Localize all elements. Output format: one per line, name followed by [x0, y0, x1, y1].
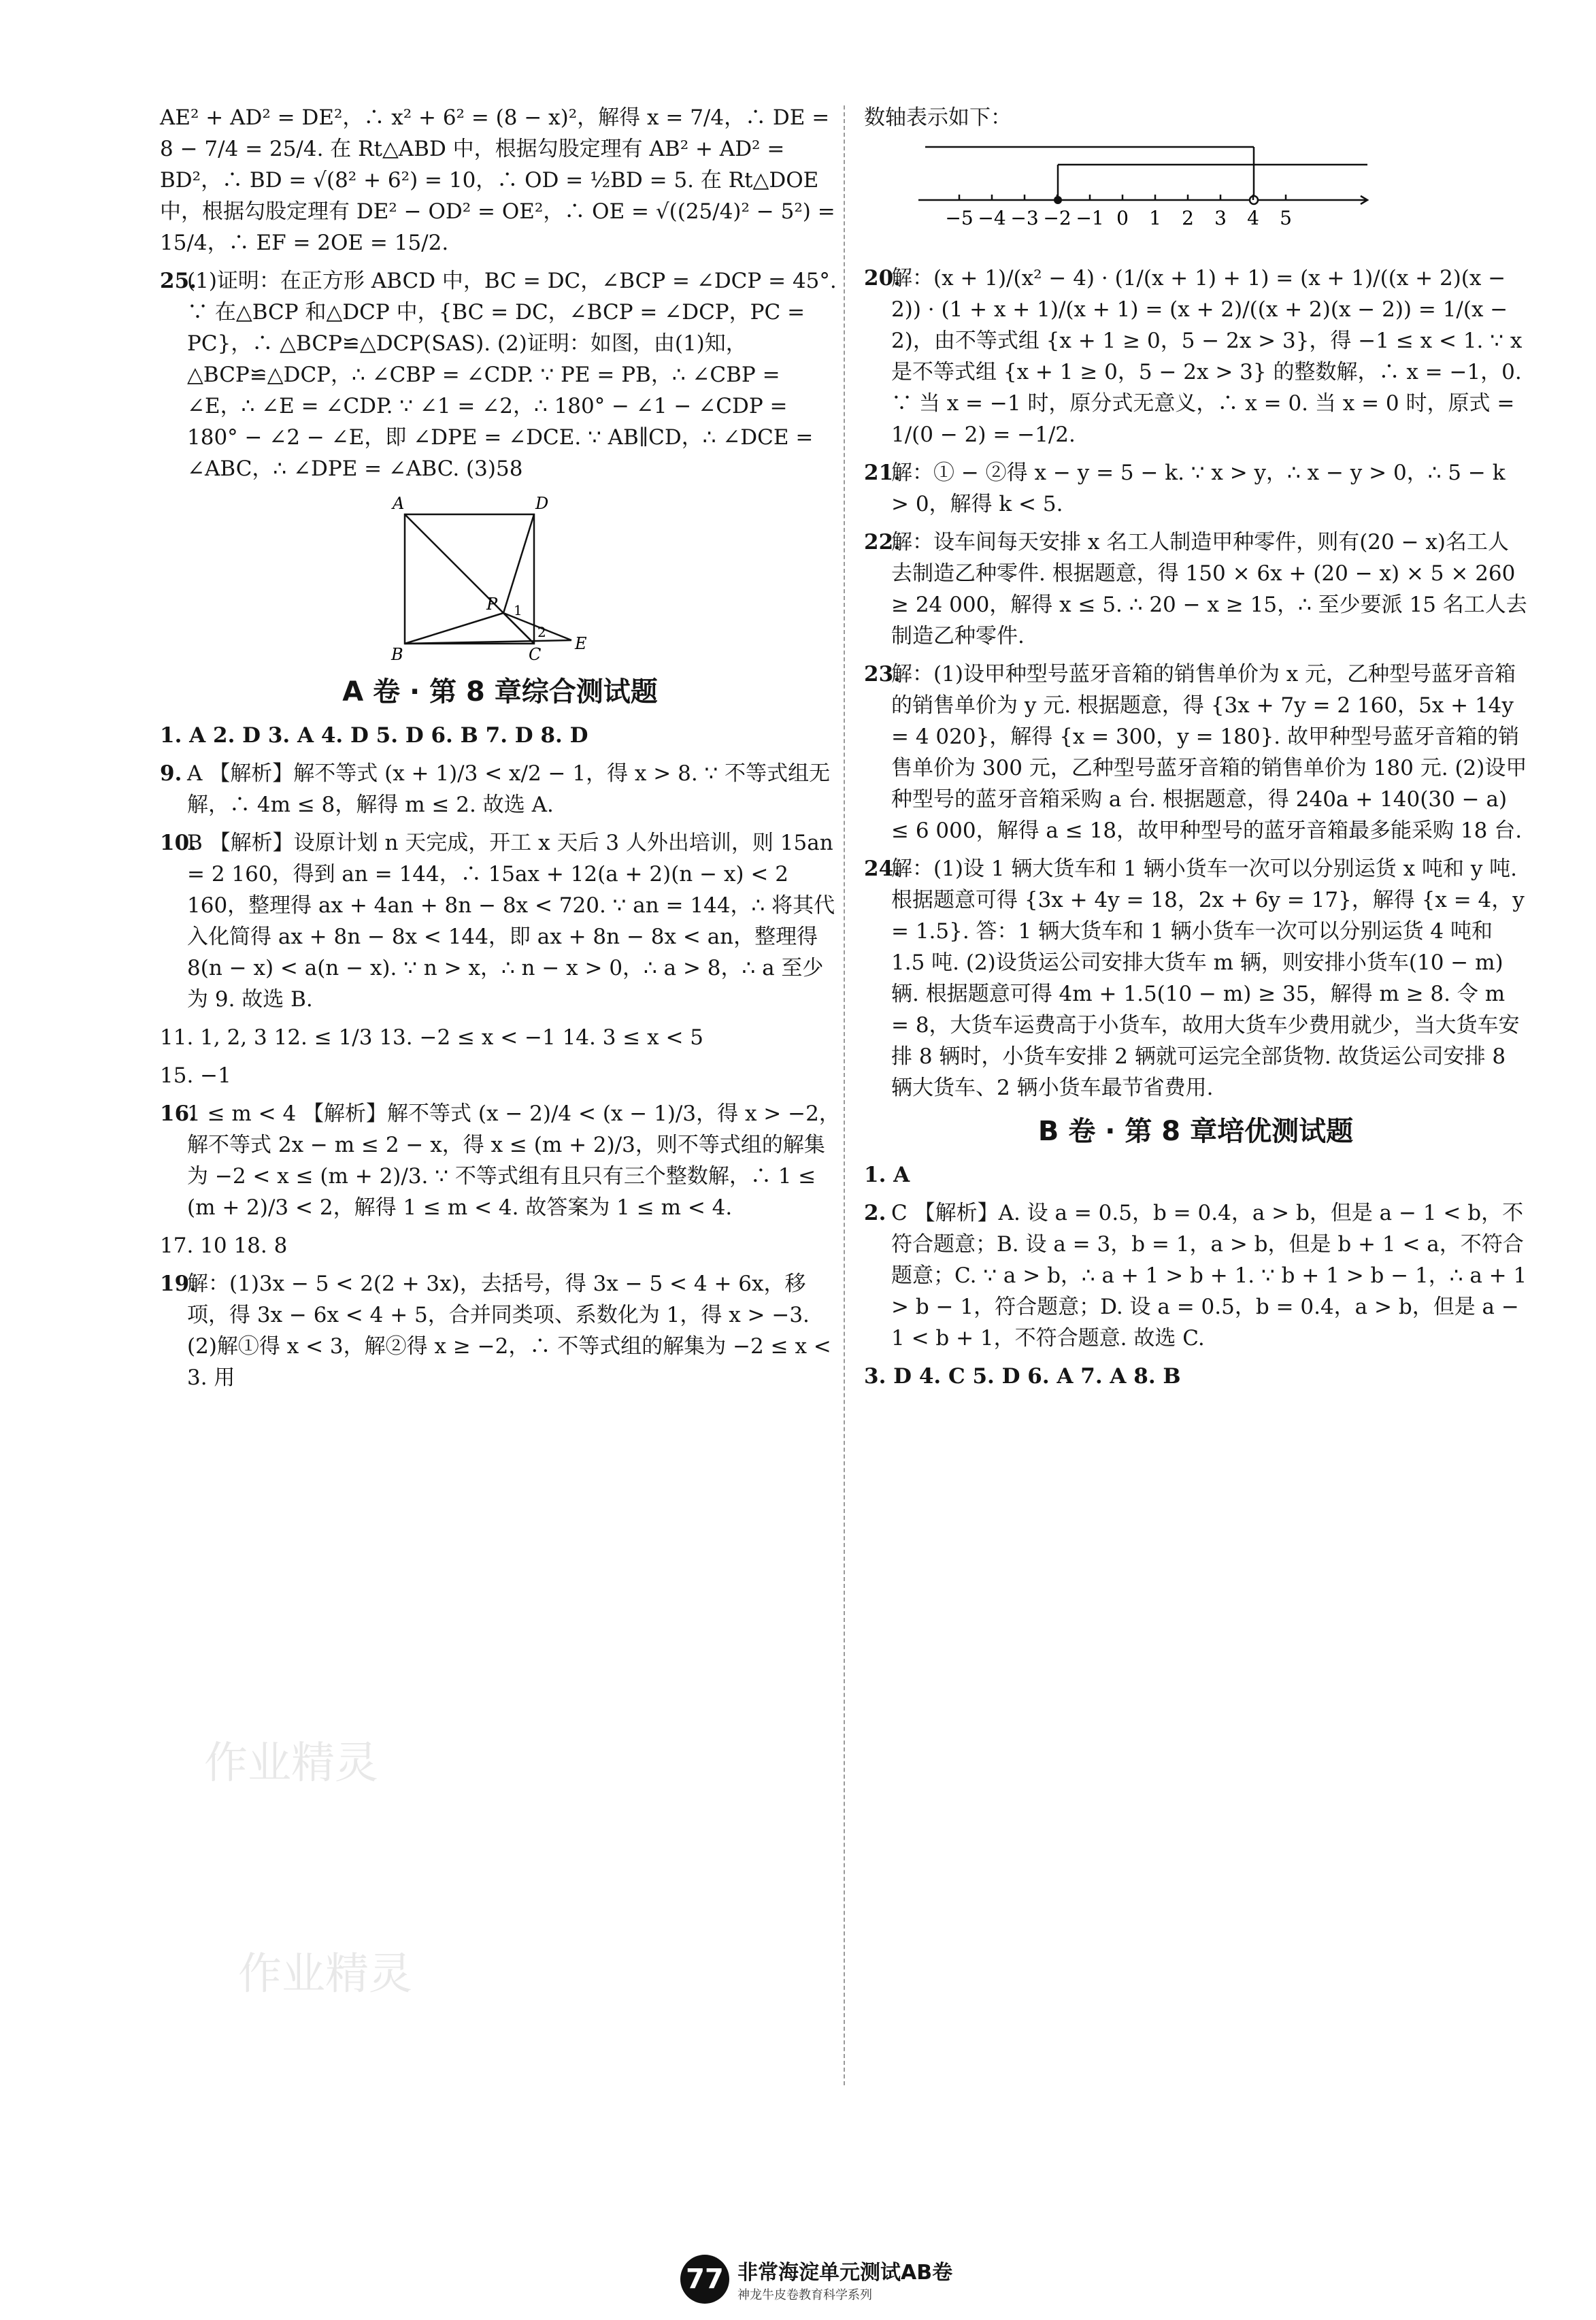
column-divider [844, 105, 845, 2085]
label-e: E [575, 634, 587, 653]
tick-label: −1 [1076, 207, 1104, 229]
answer-text: (1)证明：在正方形 ABCD 中，BC = DC，∠BCP = ∠DCP = 45°. ∵ 在△BCP 和△DCP 中，{BC = DC，∠BCP = ∠DCP，PC = PC}，∴ △BCP≌△DCP(SAS). (2)证明：如图，由(1)知，△BCP≌△DCP，∴ ∠CBP = ∠CDP. ∵ PE = PB，∴ ∠CBP = ∠E，∴ ∠E = ∠CDP. ∵ ∠1 = ∠2，∴ 180° − ∠1 − ∠CDP = 180° − ∠2 − ∠E，即 ∠DPE = ∠DCE. ∵ AB∥CD，∴ ∠DCE = ∠ABC，∴ ∠DPE = ∠ABC. (3)58 [187, 269, 837, 481]
answer-24-continued: AE² + AD² = DE²，∴ x² + 6² = (8 − x)²，解得 x = 7/4，∴ DE = 8 − 7/4 = 25/4. 在 Rt△ABD 中，根据勾股定理有 AB² + AD² = BD²，∴ BD = √(8² + 6²) = 10，∴ OD = ½BD = 5. 在 Rt△DOE 中，根据勾股定理有 DE² − OD² = OE²，∴ OE = √((25/4)² − 5²) = 15/4，∴ EF = 2OE = 15/2. [160, 105, 835, 255]
question-number: 19. [160, 1272, 197, 1296]
tick-label: 0 [1116, 207, 1129, 229]
square-figure [350, 494, 650, 664]
number-line-svg [905, 140, 1381, 256]
right-column [864, 102, 1527, 1399]
number-line-figure [905, 140, 1381, 256]
tick-label: 1 [1149, 207, 1161, 229]
question-number: 22. [864, 530, 901, 554]
tick-label: −3 [1010, 207, 1039, 229]
answer-24 [864, 853, 1527, 1104]
answer-b2 [864, 1197, 1527, 1354]
answer-text: 1 ≤ m < 4 【解析】解不等式 (x − 2)/4 < (x − 1)/3，得 x > −2，解不等式 2x − m ≤ 2 − x，得 x ≤ (m + 2)/3，则不等式组的解集为 −2 < x ≤ (m + 2)/3. ∵ 不等式组有且只有三个整数解，∴ 1 ≤ (m + 2)/3 < 2，解得 1 ≤ m < 4. 故答案为 1 ≤ m < 4. [187, 1101, 840, 1220]
series-brand [737, 2255, 952, 2303]
answer-22 [864, 527, 1527, 652]
series-subtitle: 神龙牛皮卷教育科学系列 [737, 2288, 872, 2302]
question-number: 9. [160, 761, 182, 786]
question-number: 21. [864, 461, 901, 485]
answer-text: 解：(1)设 1 辆大货车和 1 辆小货车一次可以分别运货 x 吨和 y 吨. 根据题意可得 {3x + 4y = 18，2x + 6y = 17}，解得 {x = 4，y = 1.5}. 答：1 辆大货车和 1 辆小货车一次可以分别运货 4 吨和 1.5 吨. (2)设货运公司安排大货车 m 辆，则安排小货车(10 − m)辆. 根据题意可得 4m + 1.5(10 − m) ≥ 35，解得 m ≥ 8. 令 m = 8，大货车运费高于小货车，故用大货车少费用就少，当大货车安排 8 辆时，小货车安排 2 辆就可运完全部货物. 故货运公司安排 8 辆大货车、2 辆小货车最节省费用. [891, 857, 1525, 1100]
number-line-caption: 数轴表示如下： [864, 105, 1012, 130]
multiple-choice-answers-b: 3. D 4. C 5. D 6. A 7. A 8. B [864, 1364, 1181, 1389]
question-number: 23. [864, 662, 901, 686]
square-figure-svg [350, 494, 650, 664]
answer-10 [160, 827, 840, 1015]
watermark-1: 作业精灵 [204, 1738, 378, 1789]
answer-b1: 1. A [864, 1163, 910, 1187]
tick-label: −2 [1043, 207, 1071, 229]
page-number: 77 [680, 2255, 729, 2304]
tick-label: −5 [945, 207, 974, 229]
answer-text: 解：(1)3x − 5 < 2(2 + 3x)，去括号，得 3x − 5 < 4 + 6x，移项，得 3x − 6x < 4 + 5，合并同类项、系数化为 1，得 x > −3. (2)解①得 x < 3，解②得 x ≥ −2，∴ 不等式组的解集为 −2 ≤ x < 3. 用 [187, 1272, 831, 1390]
answer-text: A 【解析】解不等式 (x + 1)/3 < x/2 − 1，得 x > 8. ∵ 不等式组无解，∴ 4m ≤ 8，解得 m ≤ 2. 故选 A. [187, 761, 831, 817]
section-heading-a: A 卷 · 第 8 章综合测试题 [342, 676, 658, 708]
answer-text: B 【解析】设原计划 n 天完成，开工 x 天后 3 人外出培训，则 15an = 2 160，得到 an = 144，∴ 15ax + 12(a + 2)(n − x) < 2 160，整理得 ax + 4an + 8n − 8x < 720. ∵ an = 144，∴ 将其代入化简得 ax + 8n − 8x < 144，即 ax + 8n − 8x < an，整理得 8(n − x) < a(n − x). ∵ n > x，∴ n − x > 0，∴ a > 8，∴ a 至少为 9. 故选 B. [187, 831, 835, 1012]
answer-25 [160, 265, 840, 484]
label-b: B [391, 645, 403, 664]
watermark-2: 作业精灵 [238, 1949, 412, 2000]
label-d: D [535, 494, 549, 513]
left-column [160, 102, 840, 1400]
label-p: P [486, 595, 498, 614]
fill-in-answers: 11. 1, 2, 3 12. ≤ 1/3 13. −2 ≤ x < −1 14. 3 ≤ x < 5 [160, 1025, 704, 1050]
question-number: 24. [864, 857, 901, 881]
question-number: 16. [160, 1101, 197, 1126]
tick-label: 4 [1247, 207, 1259, 229]
label-angle-1: 1 [514, 602, 522, 618]
multiple-choice-answers-a: 1. A 2. D 3. A 4. D 5. D 6. B 7. D 8. D [160, 723, 588, 748]
tick-label: −4 [978, 207, 1006, 229]
answer-20 [864, 263, 1527, 450]
answer-16 [160, 1098, 840, 1223]
answer-text: 解：(1)设甲种型号蓝牙音箱的销售单价为 x 元，乙种型号蓝牙音箱的销售单价为 y 元. 根据题意，得 {3x + 7y = 2 160，5x + 14y = 4 020}，解得 {x = 300，y = 180}. 故甲种型号蓝牙音箱的销售单价为 300 元，乙种型号蓝牙音箱的销售单价为 180 元. (2)设甲种型号的蓝牙音箱采购 a 台. 根据题意，得 240a + 140(30 − a) ≤ 6 000，解得 a ≤ 18，故甲种型号的蓝牙音箱最多能采购 18 台. [891, 662, 1527, 843]
answer-text: 解：设车间每天安排 x 名工人制造甲种零件，则有(20 − x)名工人去制造乙种零件. 根据题意，得 150 × 6x + (20 − x) × 5 × 260 ≥ 24 000，解得 x ≤ 5. ∴ 20 − x ≥ 15，∴ 至少要派 15 名工人去制造乙种零件. [891, 530, 1527, 648]
question-number: 10. [160, 831, 197, 855]
question-number: 20. [864, 266, 901, 291]
question-number: 2. [864, 1201, 886, 1225]
answer-17-18: 17. 10 18. 8 [160, 1233, 288, 1258]
question-number: 25. [160, 269, 197, 293]
label-c: C [529, 645, 542, 664]
tick-label: 3 [1214, 207, 1227, 229]
label-angle-2: 2 [537, 624, 546, 640]
tick-label: 2 [1182, 207, 1194, 229]
section-heading-b: B 卷 · 第 8 章培优测试题 [1037, 1116, 1354, 1147]
answer-text: 解：① − ②得 x − y = 5 − k. ∵ x > y，∴ x − y > 0，∴ 5 − k > 0，解得 k < 5. [891, 461, 1506, 516]
label-a: A [393, 494, 405, 513]
answer-19 [160, 1268, 840, 1393]
answer-text: C 【解析】A. 设 a = 0.5，b = 0.4，a > b，但是 a − 1 < b，不符合题意；B. 设 a = 3，b = 1，a > b，但是 b + 1 < a，不符合题意；C. ∵ a > b，∴ a + 1 > b + 1. ∵ b + 1 > b − 1，∴ a + 1 > b − 1，符合题意；D. 设 a = 0.5，b = 0.4，a > b，但是 a − 1 < b + 1，不符合题意. 故选 C. [891, 1201, 1527, 1350]
answer-21 [864, 457, 1527, 520]
answer-text: 解：(x + 1)/(x² − 4) · (1/(x + 1) + 1) = (x + 1)/((x + 2)(x − 2)) · (1 + x + 1)/(x + 1) = (x + 2)/((x + 2)(x − 2)) = 1/(x − 2)，由不等式组 {x + 1 ≥ 0，5 − 2x > 3}，得 −1 ≤ x < 1. ∵ x 是不等式组 {x + 1 ≥ 0，5 − 2x > 3} 的整数解，∴ x = −1，0. ∵ 当 x = −1 时，原分式无意义，∴ x = 0. 当 x = 0 时，原式 = 1/(0 − 2) = −1/2. [891, 266, 1523, 447]
answer-9 [160, 758, 840, 821]
tick-label: 5 [1280, 207, 1292, 229]
page-footer [680, 2249, 952, 2310]
answer-23 [864, 659, 1527, 846]
series-title: 非常海淀单元测试AB卷 [737, 2261, 953, 2285]
answer-15: 15. −1 [160, 1063, 231, 1088]
